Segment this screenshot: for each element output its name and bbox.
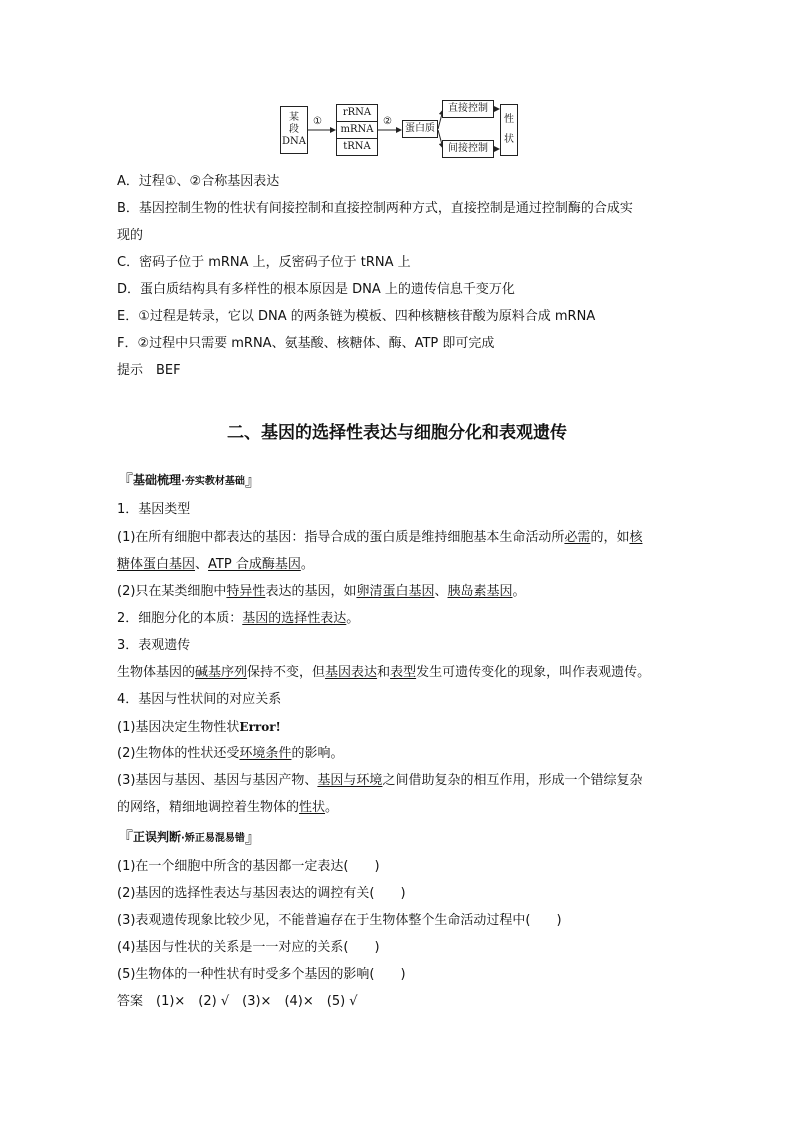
basics-item-2 [117, 744, 687, 764]
basics-item-1 [117, 717, 687, 738]
judge-item-1: (1)在一个细胞中所含的基因都一定表达( ) [117, 859, 380, 874]
dna-label-3: DNA [282, 136, 306, 147]
judge-tag-sub: ·矫正易混易错 [181, 833, 245, 844]
text-span: (1)基因决定生物性状 [117, 720, 240, 735]
text-span: 2．细胞分化的本质： [117, 611, 243, 626]
text-span: 之间借助复杂的相互作用，形成一个错综复杂 [382, 773, 643, 788]
keyword: 核 [629, 530, 643, 545]
rrna-label: rRNA [337, 105, 377, 122]
basics-title-1: 1．基因类型 [117, 502, 191, 517]
text-span: 的网络，精细地调控着生物体的 [117, 800, 300, 815]
text-span: 的影响。 [291, 746, 344, 761]
error-text: Error! [239, 720, 281, 734]
keyword: 性状 [299, 800, 326, 815]
basics-para-1-line2 [117, 555, 687, 575]
basics-para-1-line1 [117, 528, 687, 548]
keyword: 碱基序列 [195, 665, 248, 680]
text-span: 发生可遗传变化的现象，叫作表观遗传。 [416, 665, 651, 680]
option-f: F．②过程中只需要 mRNA、氨基酸、核糖体、酶、ATP 即可完成 [117, 336, 495, 351]
keyword: 必需 [564, 530, 591, 545]
keyword: 基因与环境 [317, 773, 383, 788]
text-span: 。 [300, 557, 314, 572]
direct-control-label: 直接控制 [448, 103, 488, 114]
text-span: (3)基因与基因、基因与基因产物、 [117, 773, 318, 788]
text-span: 的，如 [590, 530, 630, 545]
trait-label-1: 性 [504, 114, 514, 125]
direct-control-box [442, 100, 494, 118]
judge-item-3: (3)表观遗传现象比较少见，不能普遍存在于生物体整个生命活动过程中( ) [117, 913, 562, 928]
dna-segment-box [280, 106, 308, 154]
rna-box [336, 104, 378, 156]
indirect-control-box [442, 140, 494, 158]
keyword: 表型 [390, 665, 417, 680]
text-span: (1)在所有细胞中都表达的基因：指导合成的蛋白质是维持细胞基本生命活动所 [117, 530, 565, 545]
text-span: 生物体基因的 [117, 665, 196, 680]
basics-tag [117, 471, 261, 491]
keyword: 卵清蛋白基因 [356, 584, 435, 599]
judge-item-4: (4)基因与性状的关系是一一对应的关系( ) [117, 940, 380, 955]
basics-item-3-line1 [117, 771, 687, 791]
keyword: 基因表达 [325, 665, 378, 680]
option-b-line2: 现的 [117, 228, 144, 243]
judge-item-2: (2)基因的选择性表达与基因表达的调控有关( ) [117, 886, 406, 901]
step1-label: ① [313, 116, 322, 127]
section-title: 二、基因的选择性表达与细胞分化和表观遗传 [227, 423, 567, 443]
dna-label-1: 某 [289, 112, 299, 123]
basics-title-4: 4．基因与性状间的对应关系 [117, 692, 282, 707]
text-span: 表达的基因，如 [265, 584, 357, 599]
keyword: 胰岛素基因 [447, 584, 513, 599]
basics-item-3-line2 [117, 798, 687, 818]
protein-label: 蛋白质 [405, 123, 435, 134]
text-span: (2)生物体的性状还受 [117, 746, 240, 761]
mrna-label: mRNA [337, 122, 377, 139]
text-span: 。 [512, 584, 526, 599]
basics-tag-title: 基础梳理 [133, 473, 182, 487]
trait-label-2: 状 [504, 134, 514, 145]
basics-title-3: 3．表观遗传 [117, 638, 191, 653]
basics-tag-sub: ·夯实教材基础 [181, 476, 245, 487]
text-span: 、 [195, 557, 209, 572]
text-span: 、 [434, 584, 448, 599]
dna-label-2: 段 [289, 124, 299, 135]
text-span: 。 [346, 611, 360, 626]
option-a: A．过程①、②合称基因表达 [117, 174, 280, 189]
basics-para-2 [117, 582, 687, 602]
keyword: 特异性 [226, 584, 266, 599]
text-span: 保持不变，但 [247, 665, 326, 680]
text-span: 和 [377, 665, 391, 680]
basics-title-2 [117, 609, 687, 629]
bracket-close-icon: 』 [244, 471, 261, 490]
judge-item-5: (5)生物体的一种性状有时受多个基因的影响( ) [117, 967, 406, 982]
keyword: 环境条件 [239, 746, 292, 761]
hint: 提示 BEF [117, 363, 181, 378]
text-span: 。 [325, 800, 339, 815]
judge-tag-title: 正误判断 [133, 830, 182, 844]
bracket-open-icon: 『 [117, 471, 134, 490]
indirect-control-label: 间接控制 [448, 143, 488, 154]
judge-tag [117, 828, 261, 848]
trna-label: tRNA [343, 141, 371, 152]
option-b-line1: B．基因控制生物的性状有间接控制和直接控制两种方式，直接控制是通过控制酶的合成实 [117, 201, 633, 216]
gene-expression-diagram [280, 100, 520, 160]
keyword: 基因的选择性表达 [242, 611, 347, 626]
bracket-open-icon: 『 [117, 828, 134, 847]
protein-box [402, 120, 438, 138]
step2-label: ② [383, 116, 392, 127]
option-c: C．密码子位于 mRNA 上，反密码子位于 tRNA 上 [117, 255, 411, 270]
option-e: E．①过程是转录，它以 DNA 的两条链为模板、四种核糖核苷酸为原料合成 mRNA [117, 309, 596, 324]
bracket-close-icon: 』 [244, 828, 261, 847]
keyword: ATP 合成酶基因 [208, 557, 301, 572]
keyword: 糖体蛋白基因 [117, 557, 196, 572]
trait-box [500, 104, 518, 156]
basics-para-3 [117, 663, 687, 683]
judge-answer: 答案 (1)× (2) √ (3)× (4)× (5) √ [117, 994, 358, 1009]
option-d: D．蛋白质结构具有多样性的根本原因是 DNA 上的遗传信息千变万化 [117, 282, 515, 297]
text-span: (2)只在某类细胞中 [117, 584, 227, 599]
